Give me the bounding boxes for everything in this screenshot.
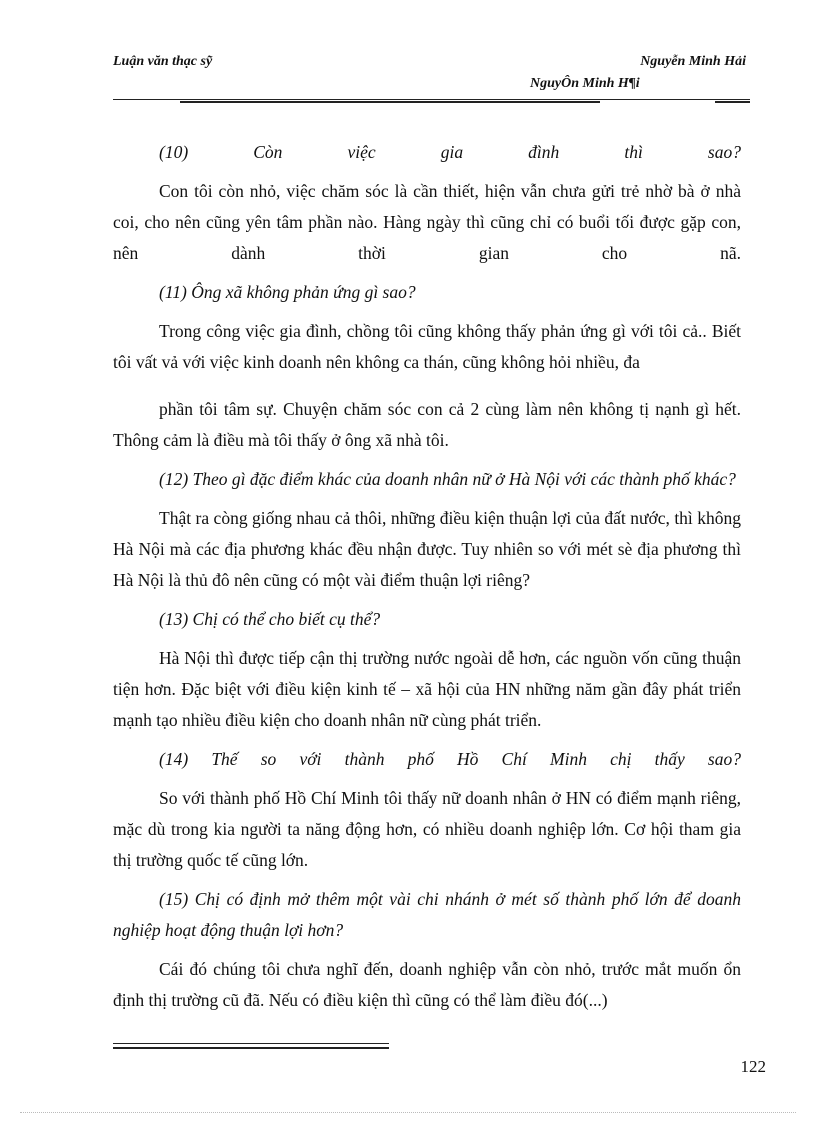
header-author-name: Nguyễn Minh Hải (640, 54, 746, 69)
answer-13: Hà Nội thì được tiếp cận thị trường nước ngoài dễ hơn, các nguồn vốn cũng thuận tiện hơn. Đặc biệt với điều kiện kinh tế – xã hội của HN những năm gần đây phát triển mạnh tạo nhiều điều kiện cho doanh nhân nữ cùng phát triển. (113, 648, 741, 730)
header-thesis-label: Luận văn thạc sỹ (113, 54, 213, 69)
header-author-name-garbled: NguyÔn Minh H¶i (530, 76, 640, 91)
footer-rule-thick (113, 1047, 389, 1049)
answer-15: Cái đó chúng tôi chưa nghĩ đến, doanh nghiệp vẫn còn nhỏ, trước mắt muốn ổn định thị trường cũ đã. Nếu có điều kiện thì cũng có thể làm điều đó(...) (113, 959, 741, 1010)
page-body (113, 137, 741, 1016)
header-rule (113, 99, 750, 100)
answer-10: Con tôi còn nhỏ, việc chăm sóc là cần thiết, hiện vẫn chưa gửi trẻ nhờ bà ở nhà coi, cho nên cũng yên tâm phần nào. Hàng ngày thì cũng chỉ có buổi tối được gặp con, nên dành thời gian cho nã. (113, 181, 741, 263)
answer-14: So với thành phố Hồ Chí Minh tôi thấy nữ doanh nhân ở HN có điểm mạnh riêng, mặc dù trong kia người ta năng động hơn, có nhiều doanh nghiệp lớn. Cơ hội tham gia thị trường quốc tế cũng lớn. (113, 788, 741, 870)
question-10: (10) Còn việc gia đình thì sao? (159, 142, 741, 162)
question-12: (12) Theo gì đặc điểm khác của doanh nhân nữ ở Hà Nội với các thành phố khác? (159, 469, 736, 489)
answer-11-part1: Trong công việc gia đình, chồng tôi cũng không thấy phản ứng gì với tôi cả.. Biết tôi vất vả với việc kinh doanh nên không ca thán, cũng không hỏi nhiều, đa (113, 321, 741, 372)
question-15: (15) Chị có định mở thêm một vài chi nhánh ở mét số thành phố lớn để doanh nghiệp hoạt động thuận lợi hơn? (113, 889, 741, 940)
page-bottom-dotted-line (20, 1112, 796, 1113)
header-rule-thick-end (715, 101, 750, 103)
answer-12: Thật ra còng giống nhau cả thôi, những điều kiện thuận lợi của đất nước, thì không Hà Nội mà các địa phương khác đều nhận được. Tuy nhiên so với mét sè địa phương thì Hà Nội là thủ đô nên cũng có một vài điểm thuận lợi riêng? (113, 508, 741, 590)
header-rule-thick (180, 101, 600, 103)
question-13: (13) Chị có thể cho biết cụ thể? (159, 609, 381, 629)
page-number: 122 (740, 1057, 766, 1076)
question-14: (14) Thế so với thành phố Hồ Chí Minh chị thấy sao? (159, 749, 741, 769)
question-11: (11) Ông xã không phản ứng gì sao? (159, 282, 416, 302)
answer-11-part2: phần tôi tâm sự. Chuyện chăm sóc con cả 2 cùng làm nên không tị nạnh gì hết. Thông cảm là điều mà tôi thấy ở ông xã nhà tôi. (113, 399, 741, 450)
footer-rule (113, 1043, 389, 1044)
